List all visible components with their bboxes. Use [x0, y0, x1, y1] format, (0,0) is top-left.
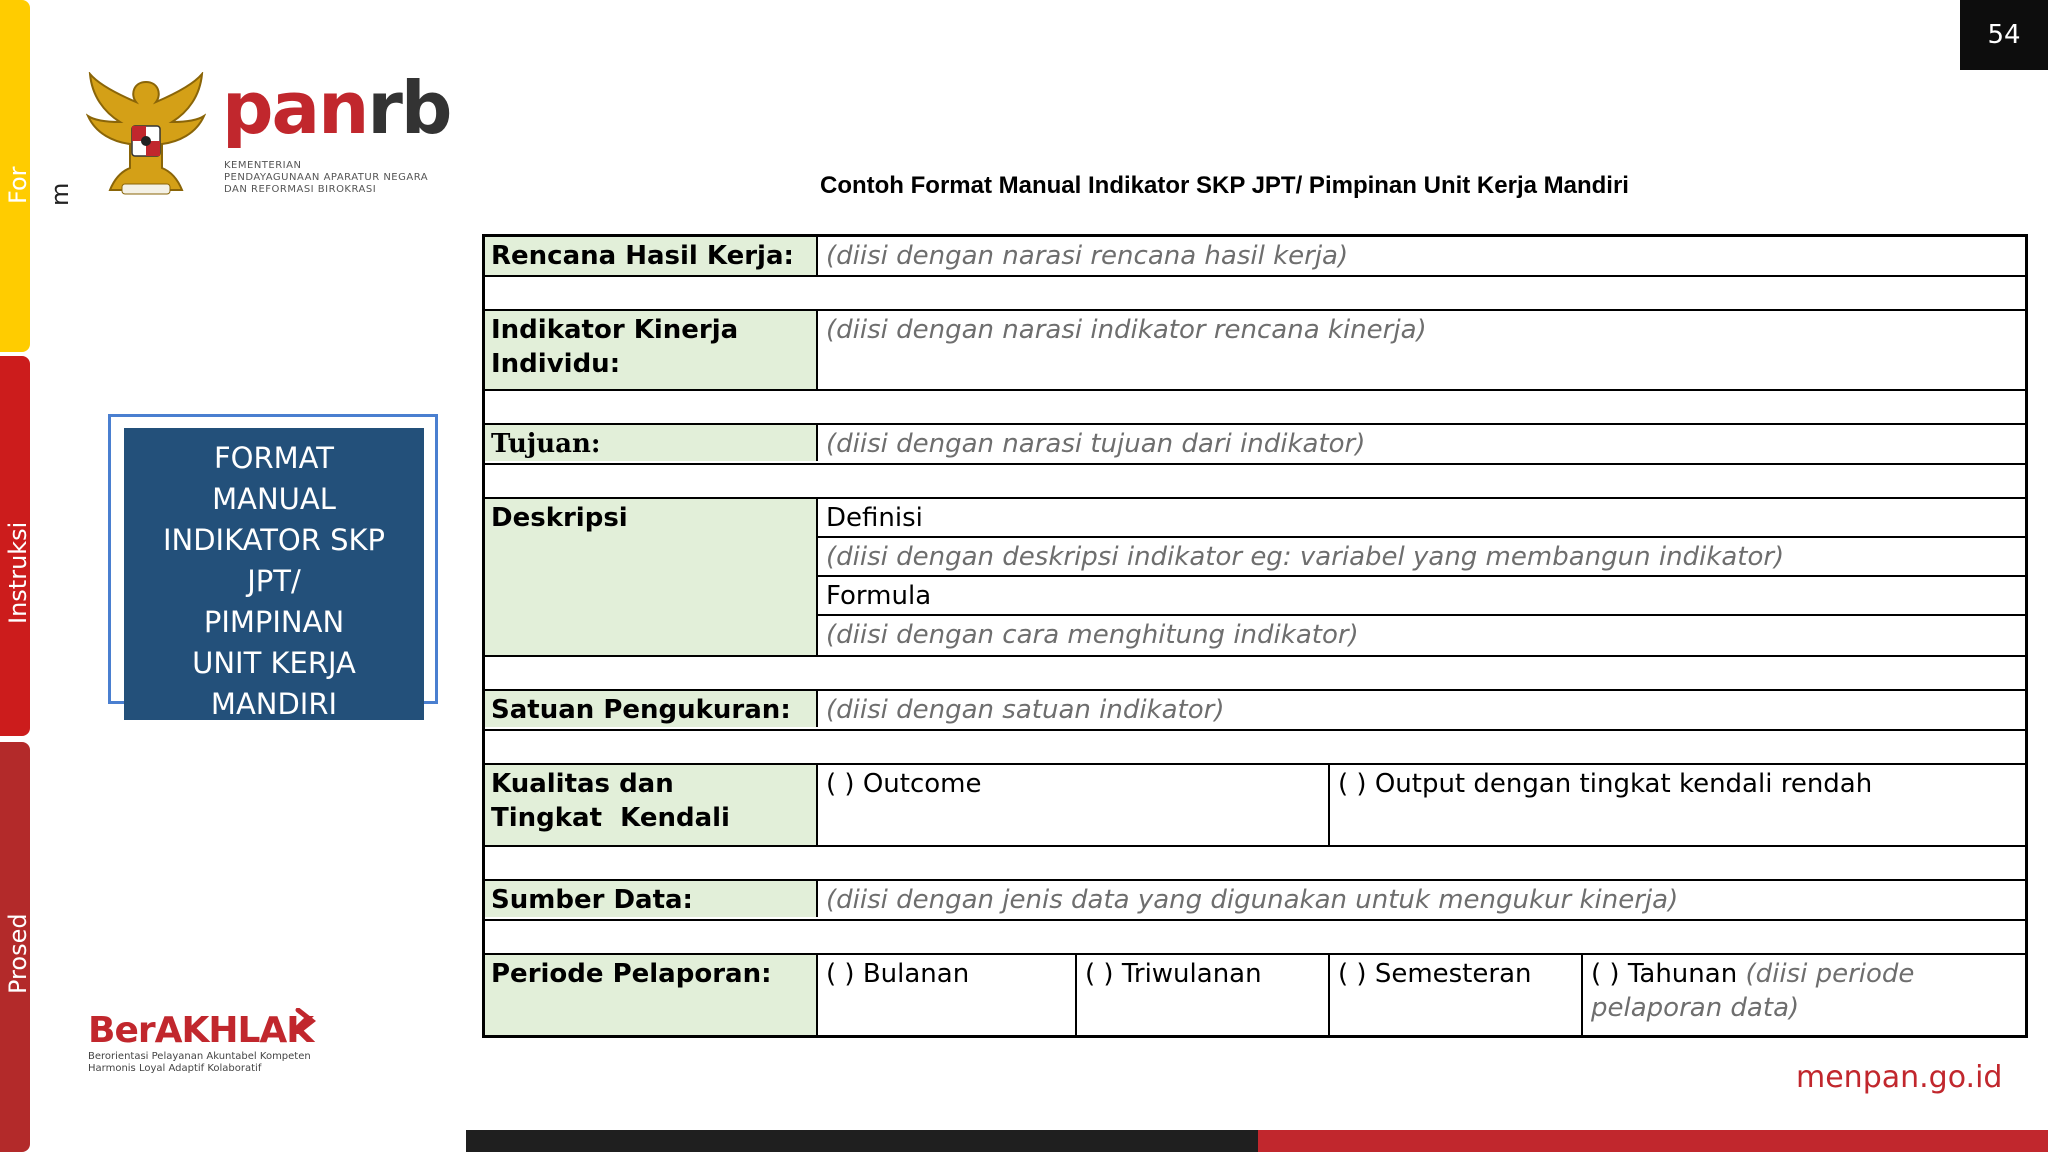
format-box-line: PIMPINAN: [203, 605, 345, 639]
option-semesteran[interactable]: ( ) Semesteran: [1330, 955, 1583, 1035]
kualitas-options: [818, 765, 2025, 845]
side-tab-form-label: For: [4, 166, 32, 204]
side-tab-prosedur-label: Prosed: [4, 913, 32, 994]
side-tab-form-label-extra: m: [46, 182, 74, 206]
format-box-line: MANDIRI: [210, 687, 338, 721]
berakhlak-logo: [88, 1010, 318, 1075]
label-indikator-kinerja: Indikator Kinerja Individu:: [485, 311, 818, 389]
option-bulanan[interactable]: ( ) Bulanan: [818, 955, 1077, 1035]
periode-options: [818, 955, 2025, 1035]
page-number: 54: [1960, 0, 2048, 70]
table-spacer: [485, 391, 2025, 425]
row-kualitas-kendali: [485, 765, 2025, 847]
label-rencana-hasil-kerja: Rencana Hasil Kerja:: [485, 237, 818, 275]
manual-indikator-table: [482, 234, 2028, 1038]
tahunan-hint: (diisi periode pelaporan data): [1591, 959, 1915, 1023]
panrb-logo-subtitle: KEMENTERIAN PENDAYAGUNAAN APARATUR NEGARA DAN REFORMASI BIROKRASI: [224, 160, 429, 195]
option-outcome[interactable]: ( ) Outcome: [818, 765, 1330, 845]
chevron-right-icon: [294, 1008, 316, 1034]
row-tujuan: [485, 425, 2025, 465]
definisi-label: Definisi: [818, 499, 2025, 538]
side-tab-prosedur[interactable]: [0, 742, 30, 1152]
value-sumber-data[interactable]: (diisi dengan jenis data yang digunakan untuk mengukur kinerja): [826, 885, 1679, 915]
label-sumber-data: Sumber Data:: [485, 881, 818, 917]
table-spacer: [485, 657, 2025, 691]
value-tujuan[interactable]: (diisi dengan narasi tujuan dari indikator): [826, 429, 1366, 459]
formula-label: Formula: [818, 577, 2025, 616]
value-rencana-hasil-kerja[interactable]: (diisi dengan narasi rencana hasil kerja): [826, 241, 1349, 271]
format-box-line: UNIT KERJA: [192, 646, 356, 680]
row-satuan-pengukuran: [485, 691, 2025, 731]
table-spacer: [485, 277, 2025, 311]
row-periode-pelaporan: [485, 955, 2025, 1035]
table-spacer: [485, 731, 2025, 765]
row-sumber-data: [485, 881, 2025, 921]
berakhlak-tagline: Berorientasi Pelayanan Akuntabel Kompeten Harmonis Loyal Adaptif Kolaboratif: [88, 1051, 311, 1074]
option-triwulanan[interactable]: ( ) Triwulanan: [1077, 955, 1330, 1035]
label-periode-pelaporan: Periode Pelaporan:: [485, 955, 818, 1035]
format-box-line: MANUAL: [212, 482, 336, 516]
label-satuan-pengukuran: Satuan Pengukuran:: [485, 691, 818, 727]
panrb-logo-text: panrb: [222, 66, 451, 150]
side-tab-form[interactable]: [0, 0, 30, 352]
row-rencana-hasil-kerja: [485, 237, 2025, 277]
definisi-value[interactable]: (diisi dengan deskripsi indikator eg: variabel yang membangun indikator): [818, 538, 2025, 577]
berakhlak-wordmark: BerAKHLAK: [88, 1010, 314, 1051]
formula-value[interactable]: (diisi dengan cara menghitung indikator): [826, 620, 1359, 650]
side-tab-instruksi-label: Instruksi: [4, 521, 32, 624]
value-indikator-kinerja[interactable]: (diisi dengan narasi indikator rencana kinerja): [826, 315, 1427, 345]
label-kualitas-kendali: Kualitas dan Tingkat Kendali: [485, 765, 818, 845]
table-spacer: [485, 847, 2025, 881]
side-tab-instruksi[interactable]: [0, 356, 30, 736]
label-deskripsi: Deskripsi: [485, 499, 818, 655]
format-box-line: INDIKATOR SKP: [162, 523, 386, 557]
format-box: [124, 428, 424, 720]
table-title: Contoh Format Manual Indikator SKP JPT/ Pimpinan Unit Kerja Mandiri: [820, 172, 1629, 199]
deskripsi-details: [818, 499, 2025, 655]
format-box-line: JPT/: [247, 564, 301, 598]
footer-bar-dark: [466, 1130, 1258, 1152]
table-spacer: [485, 921, 2025, 955]
table-spacer: [485, 465, 2025, 499]
website-link[interactable]: menpan.go.id: [1796, 1060, 2003, 1095]
garuda-emblem-icon: [86, 72, 206, 200]
row-deskripsi: [485, 499, 2025, 657]
row-indikator-kinerja: [485, 311, 2025, 391]
option-output-kendali-rendah[interactable]: ( ) Output dengan tingkat kendali rendah: [1338, 769, 1873, 799]
option-tahunan[interactable]: ( ) Tahunan (diisi periode pelaporan data): [1591, 959, 1915, 1023]
footer-bar-red: [1258, 1130, 2048, 1152]
label-tujuan: Tujuan:: [485, 425, 818, 461]
value-satuan-pengukuran[interactable]: (diisi dengan satuan indikator): [826, 695, 1225, 725]
format-box-line: FORMAT: [214, 441, 334, 475]
